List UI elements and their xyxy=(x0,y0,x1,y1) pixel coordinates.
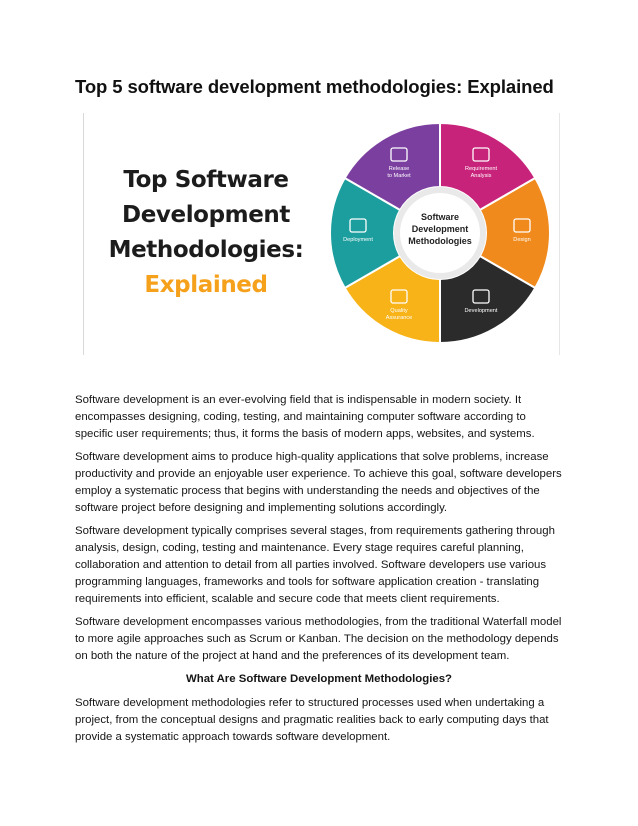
hub-line1: Software xyxy=(420,212,460,222)
paragraph-definition: Software development methodologies refer to structured processes used when undertaking a project, from the conceptual designs and pragmatic realities back to early computing days that provide a systematic approach towards software development. xyxy=(75,697,549,743)
segment-label: Design xyxy=(513,237,531,243)
paragraph-methodologies: Software development encompasses various methodologies, from the traditional Waterfall model to more agile approaches such as Scrum or Kanban. The decision on the methodology depends on both the nature of the project at hand and the preferences of its development team. xyxy=(75,616,562,662)
segment-label: Requirement xyxy=(464,165,498,172)
page-title: Top 5 software development methodologies: Explained xyxy=(75,76,554,97)
article-body xyxy=(75,392,563,752)
hub-line3: Methodologies xyxy=(408,236,472,246)
paragraph-aims: Software development aims to produce high-quality applications that solve problems, increase productivity and provide an enjoyable user experience. To achieve this goal, software developers employ a systematic process that begins with understanding the needs and objectives of the software project before designing and implementing solutions accordingly. xyxy=(75,451,562,514)
segment-label: Development xyxy=(464,308,498,315)
methodologies-banner-image xyxy=(83,113,560,355)
section-heading: What Are Software Development Methodologies? xyxy=(185,673,453,685)
segment-label: Release xyxy=(388,165,410,172)
banner-heading-accent: Explained xyxy=(144,272,268,298)
banner-heading-line2: Development xyxy=(122,202,290,228)
banner-heading-line3: Methodologies: xyxy=(108,237,304,263)
segment-label: Deployment xyxy=(343,237,373,243)
segment-label-line2: to Market xyxy=(387,172,411,179)
paragraph-stages: Software development typically comprises several stages, from requirements gathering through analysis, design, coding, testing and maintenance. Every stage requires careful planning, collaboration and attention to detail from all parties involved. Software developers use various programming languages, frameworks and tools for software application creation - translating requirements into efficient, scalable and secure code that meets client requirements. xyxy=(75,525,555,605)
banner-heading xyxy=(106,163,306,303)
segment-label-line2: Analysis xyxy=(470,172,492,179)
segment-label: Quality xyxy=(390,308,408,315)
paragraph-intro: Software development is an ever-evolving field that is indispensable in modern society. It encompasses designing, coding, testing, and maintaining computer software according to specific user requirements; thus, it forms the basis of modern apps, websites, and systems. xyxy=(75,394,535,440)
hub-line2: Development xyxy=(411,224,469,234)
segment-label-line2: Assurance xyxy=(385,315,413,322)
methodology-wheel xyxy=(322,113,557,355)
banner-heading-line1: Top Software xyxy=(123,167,289,193)
